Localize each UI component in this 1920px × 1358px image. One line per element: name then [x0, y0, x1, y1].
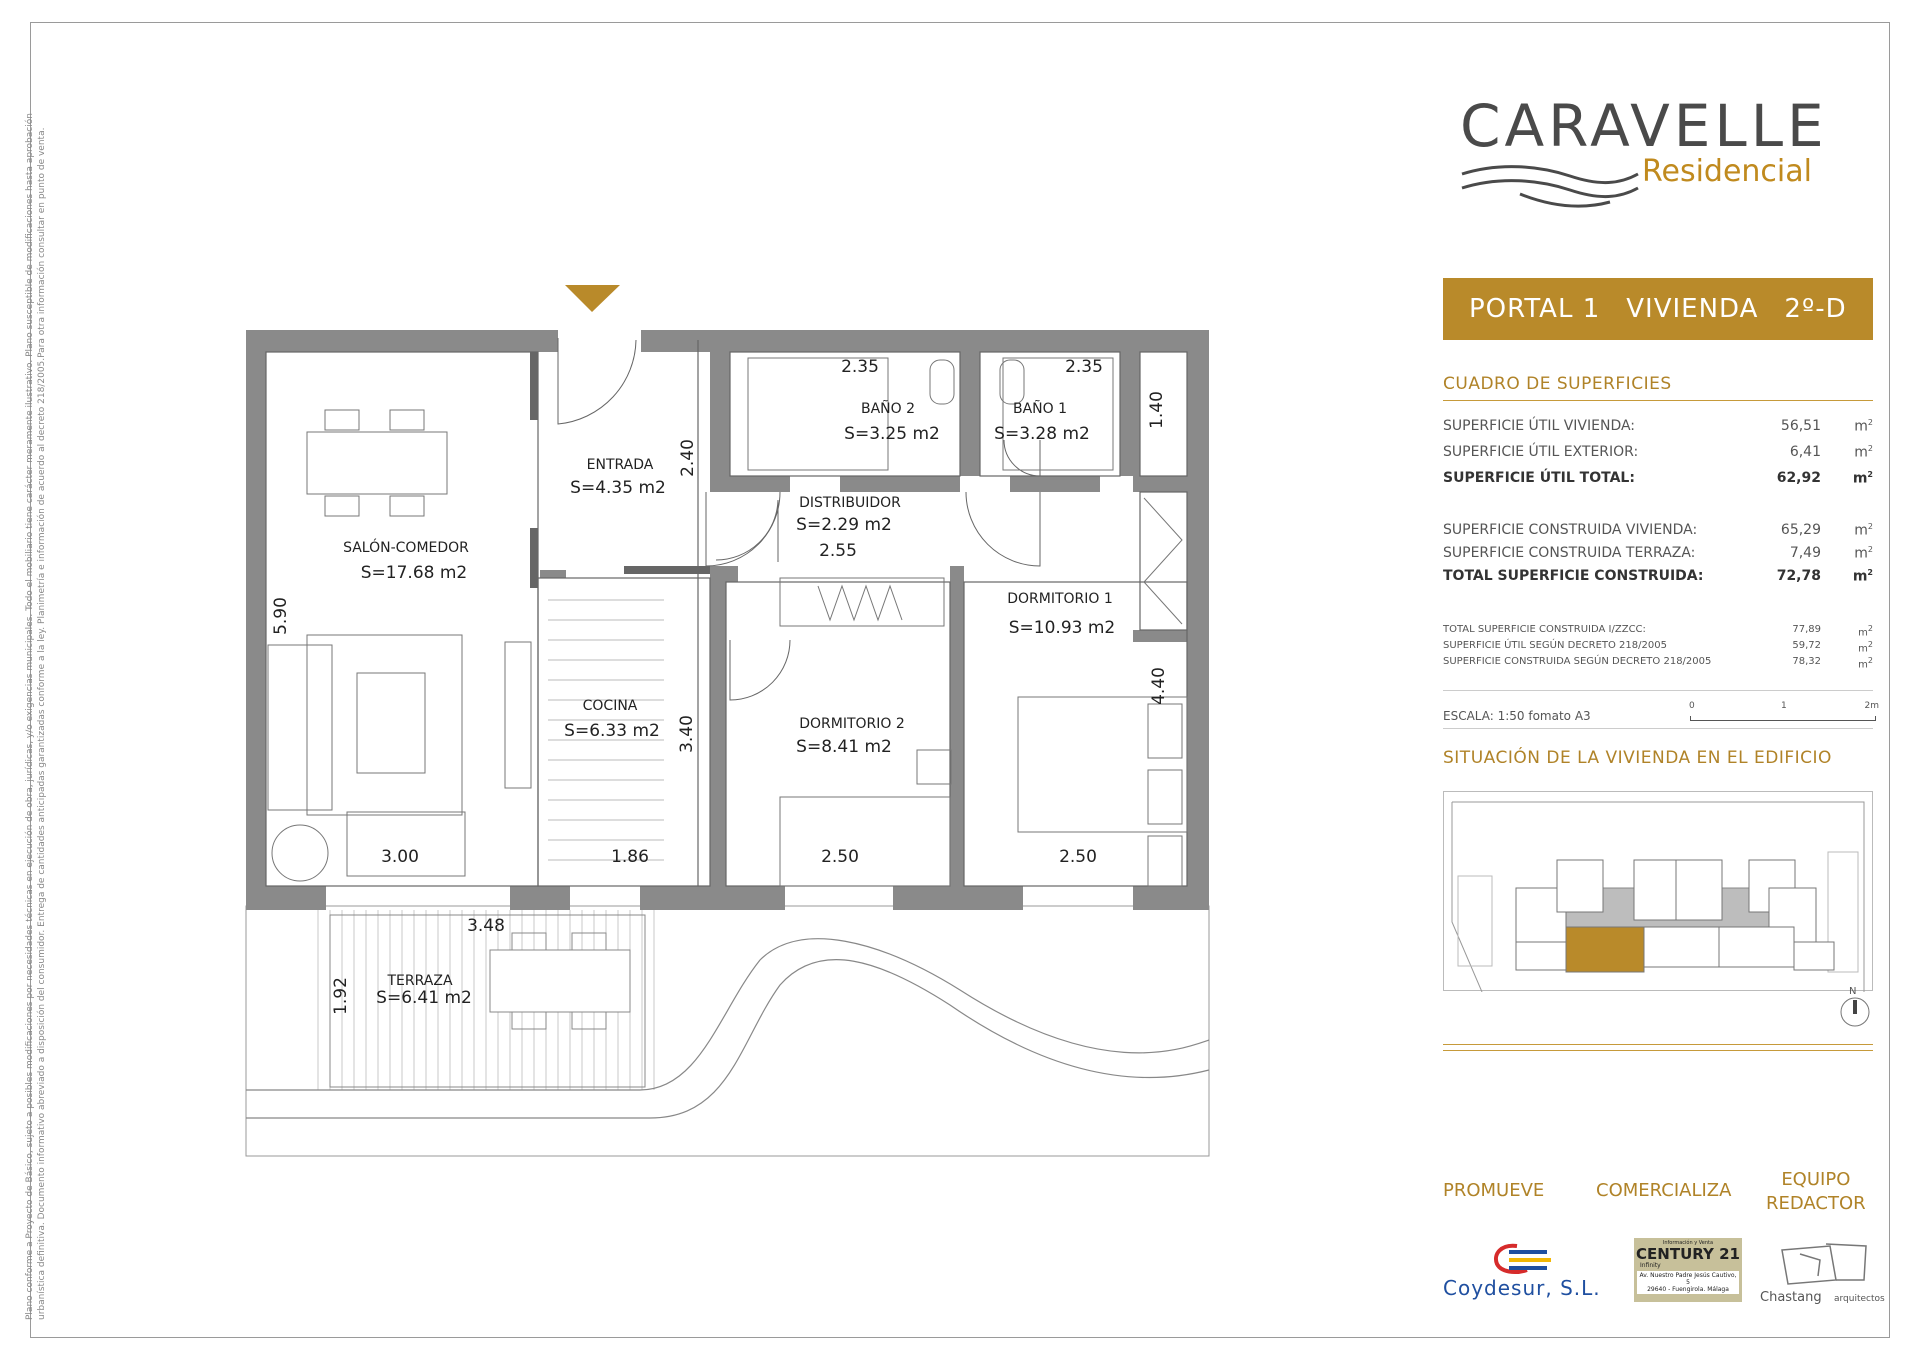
credit-equipo: EQUIPO REDACTOR: [1766, 1169, 1866, 1214]
surface-value: 6,41: [1789, 444, 1821, 460]
situation-title: SITUACIÓN DE LA VIVIENDA EN EL EDIFICIO: [1443, 748, 1832, 768]
room-name-entrada: ENTRADA: [586, 457, 654, 473]
room-name-distribuidor: DISTRIBUIDOR: [799, 495, 901, 511]
surface-label: SUPERFICIE ÚTIL TOTAL:: [1443, 470, 1635, 486]
scale-tick-2: 2m: [1864, 701, 1879, 711]
surface-value: 56,51: [1780, 418, 1821, 434]
portal-unit: 2º-D: [1784, 294, 1847, 324]
room-area-bano1: S=3.28 m2: [994, 424, 1090, 444]
scale-label: ESCALA: 1:50 fomato A3: [1443, 709, 1591, 723]
dim-240: 2.40: [678, 439, 698, 477]
dim-192: 1.92: [331, 977, 351, 1015]
room-name-salon: SALÓN-COMEDOR: [343, 540, 469, 556]
coydesur-mark-icon: [1487, 1240, 1567, 1276]
divider: [1443, 1050, 1873, 1051]
chastang-mark-icon: [1780, 1240, 1870, 1286]
room-area-salon: S=17.68 m2: [360, 563, 468, 583]
logo-brand: CARAVELLE: [1460, 92, 1828, 160]
dim-348: 3.48: [467, 916, 505, 936]
logo-wave-icon: [1460, 154, 1640, 214]
dim-186: 1.86: [611, 847, 649, 867]
surface-label: SUPERFICIE CONSTRUIDA SEGÚN DECRETO 218/2005: [1443, 656, 1712, 667]
divider: [1443, 728, 1873, 729]
room-name-terraza: TERRAZA: [387, 973, 453, 989]
surface-row: SUPERFICIE ÚTIL SEGÚN DECRETO 218/2005 59,72 $m^2$: [1443, 640, 1873, 655]
scale-bar: [1689, 701, 1879, 721]
svg-text:N: N: [1849, 986, 1857, 997]
room-name-bano1: BAÑO 1: [1012, 401, 1068, 417]
surfaces-rule: [1443, 400, 1873, 401]
room-area-terraza: S=6.41 m2: [376, 988, 472, 1008]
surface-label: SUPERFICIE ÚTIL VIVIENDA:: [1443, 418, 1636, 434]
dim-340: 3.40: [677, 715, 697, 753]
coydesur-name: Coydesur, S.L.: [1443, 1276, 1601, 1300]
room-area-cocina: S=6.33 m2: [564, 721, 660, 741]
chastang-logo: Chastang arquitectos: [1760, 1240, 1890, 1310]
dim-440: 4.40: [1149, 667, 1169, 705]
room-area-dormitorio2: S=8.41 m2: [796, 737, 892, 757]
century21-logo: Información y Venta CENTURY 21 Infinity Av. Nuestro Padre Jesús Cautivo, 5 29640 - Fuengirola. Málaga: [1634, 1238, 1742, 1302]
dim-300: 3.00: [381, 847, 419, 867]
dim-255: 2.55: [819, 541, 857, 561]
legal-note-line-1: Plano conforme a Proyecto de Básico, sujeto a posibles modificaciones por necesidades técnicas en ejecución de obra, jurídicas, y/o exigencias municipales. Todo el mobiliario tiene carácter meramente ilustrativo. Plano susceptible de modificaciones hasta aprobación: [25, 113, 35, 1320]
portal-banner: [1443, 278, 1873, 340]
surface-row: SUPERFICIE ÚTIL EXTERIOR: 6,41 $m^2$: [1443, 444, 1873, 461]
room-area-entrada: S=4.35 m2: [570, 478, 666, 498]
surface-row: SUPERFICIE ÚTIL VIVIENDA: 56,51 $m^2$: [1443, 418, 1873, 435]
surface-label: SUPERFICIE CONSTRUIDA TERRAZA:: [1443, 545, 1696, 561]
room-name-dormitorio1: DORMITORIO 1: [1007, 591, 1113, 607]
surface-row: SUPERFICIE CONSTRUIDA TERRAZA: 7,49 $m^2$: [1443, 545, 1873, 562]
surfaces-title: CUADRO DE SUPERFICIES: [1443, 374, 1672, 394]
dim-140: 1.40: [1147, 391, 1167, 429]
situation-map: [1443, 791, 1873, 991]
surface-label: SUPERFICIE ÚTIL EXTERIOR:: [1443, 444, 1639, 460]
surface-value: 59,72: [1792, 640, 1821, 651]
surface-label: TOTAL SUPERFICIE CONSTRUIDA I/ZZCC:: [1443, 624, 1646, 635]
terrace-table: [490, 950, 630, 1012]
surface-value: 7,49: [1789, 545, 1821, 561]
surface-row: SUPERFICIE ÚTIL TOTAL: 62,92 $m^2$: [1443, 470, 1873, 487]
surface-row: TOTAL SUPERFICIE CONSTRUIDA I/ZZCC: 77,89 $m^2$: [1443, 624, 1873, 639]
building-situation: [1444, 792, 1874, 992]
surface-row: TOTAL SUPERFICIE CONSTRUIDA: 72,78 $m^2$: [1443, 568, 1873, 585]
surface-label: TOTAL SUPERFICIE CONSTRUIDA:: [1443, 568, 1704, 584]
dim-235-b: 2.35: [1065, 357, 1103, 377]
surface-value: 77,89: [1792, 624, 1821, 635]
surface-value: 65,29: [1780, 522, 1821, 538]
scale-tick-0: 0: [1689, 701, 1695, 711]
dim-590: 5.90: [271, 597, 291, 635]
north-arrow-icon: [1838, 984, 1872, 1030]
legal-note-line-2: urbanística definitiva. Documento informativo abreviado a disposición del consumidor. Entrega de cantidades anticipadas garantizadas conforme a la ley. Planimetría e información de acuerdo al decreto 218/2005.Para otra información consultar en punto de venta.: [37, 127, 47, 1320]
surface-row: SUPERFICIE CONSTRUIDA SEGÚN DECRETO 218/2005 78,32 $m^2$: [1443, 656, 1873, 671]
room-area-dormitorio1: S=10.93 m2: [1008, 618, 1116, 638]
surface-value: 78,32: [1792, 656, 1821, 667]
dim-250-b: 2.50: [1059, 847, 1097, 867]
surface-row: SUPERFICIE CONSTRUIDA VIVIENDA: 65,29 $m^2$: [1443, 522, 1873, 539]
divider: [1443, 1044, 1873, 1045]
dim-235-a: 2.35: [841, 357, 879, 377]
room-area-distribuidor: S=2.29 m2: [796, 515, 892, 535]
credit-promueve: PROMUEVE: [1443, 1180, 1545, 1201]
surface-value: 72,78: [1776, 568, 1821, 584]
surface-label: SUPERFICIE ÚTIL SEGÚN DECRETO 218/2005: [1443, 640, 1667, 651]
caravelle-logo: [1460, 92, 1860, 222]
room-name-bano2: BAÑO 2: [860, 401, 916, 417]
room-area-bano2: S=3.25 m2: [844, 424, 940, 444]
dim-250-a: 2.50: [821, 847, 859, 867]
divider: [1443, 690, 1873, 691]
highlighted-unit: [1566, 927, 1644, 972]
scale-tick-1: 1: [1781, 701, 1787, 711]
coydesur-logo: [1443, 1240, 1613, 1300]
entrance-marker: [565, 285, 620, 312]
credit-comercializa: COMERCIALIZA: [1596, 1180, 1732, 1201]
surface-value: 62,92: [1776, 470, 1821, 486]
room-name-dormitorio2: DORMITORIO 2: [799, 716, 905, 732]
logo-sub: Residencial: [1642, 154, 1812, 189]
room-name-cocina: COCINA: [582, 698, 638, 714]
surface-label: SUPERFICIE CONSTRUIDA VIVIENDA:: [1443, 522, 1698, 538]
portal-vivienda: VIVIENDA: [1626, 294, 1759, 324]
portal-number: PORTAL 1: [1469, 294, 1601, 324]
